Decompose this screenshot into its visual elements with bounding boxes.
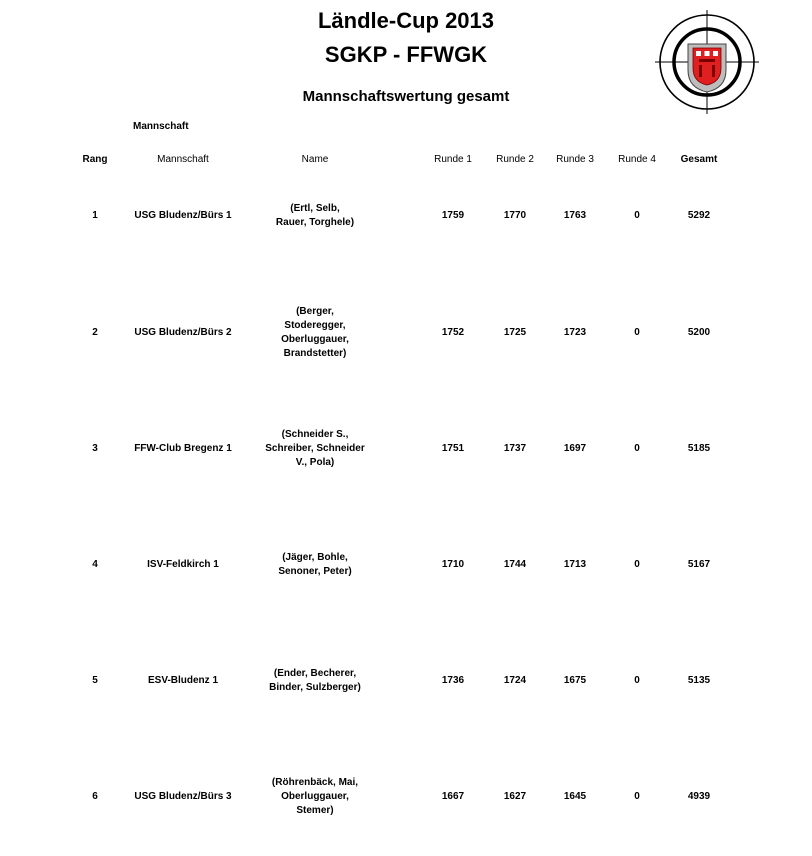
round-4-cell: 0 [634, 210, 640, 221]
members-cell [250, 776, 380, 818]
rank-cell: 2 [92, 327, 98, 338]
member-line: (Ertl, Selb, [290, 203, 340, 214]
rank-cell: 1 [92, 210, 98, 221]
round-3-cell: 1763 [563, 210, 587, 221]
round-4-cell: 0 [634, 443, 640, 454]
round-4-cell: 0 [634, 791, 640, 802]
team-cell: USG Bludenz/Bürs 3 [134, 791, 232, 802]
round-4-cell: 0 [634, 559, 640, 570]
members-cell [250, 667, 380, 695]
group-label: Mannschaft [133, 121, 189, 132]
round-2-cell: 1724 [503, 675, 527, 686]
team-cell: FFW-Club Bregenz 1 [134, 443, 232, 454]
page-subtitle: SGKP - FFWGK [324, 42, 488, 67]
total-cell: 5135 [687, 675, 711, 686]
members-cell [250, 305, 380, 361]
col-header-runde-2: Runde 2 [496, 154, 534, 165]
member-line: Rauer, Torghele) [275, 217, 355, 228]
round-4-cell: 0 [634, 327, 640, 338]
member-line: Binder, Sulzberger) [269, 682, 361, 693]
total-cell: 5292 [687, 210, 711, 221]
page-title: Ländle-Cup 2013 [317, 8, 495, 33]
round-1-cell: 1736 [441, 675, 465, 686]
member-line: V., Pola) [295, 457, 335, 468]
round-4-cell: 0 [634, 675, 640, 686]
round-1-cell: 1710 [441, 559, 465, 570]
col-header-name: Name [301, 154, 329, 165]
member-line: Stemer) [296, 805, 334, 816]
team-cell: ESV-Bludenz 1 [147, 675, 218, 686]
members-cell [250, 551, 380, 579]
round-2-cell: 1627 [503, 791, 527, 802]
round-1-cell: 1751 [441, 443, 465, 454]
member-line: Oberluggauer, [281, 791, 349, 802]
col-header-rang: Rang [82, 154, 108, 165]
member-line: (Berger, [296, 306, 334, 317]
members-cell [250, 202, 380, 230]
target-crest-icon [655, 10, 759, 114]
round-1-cell: 1667 [441, 791, 465, 802]
total-cell: 5200 [687, 327, 711, 338]
rank-cell: 6 [92, 791, 98, 802]
team-cell: ISV-Feldkirch 1 [147, 559, 219, 570]
round-2-cell: 1725 [503, 327, 527, 338]
member-line: Schreiber, Schneider [265, 443, 365, 454]
round-3-cell: 1713 [563, 559, 587, 570]
col-header-runde-3: Runde 3 [556, 154, 594, 165]
member-line: Senoner, Peter) [278, 566, 352, 577]
col-header-runde-4: Runde 4 [618, 154, 656, 165]
rank-cell: 3 [92, 443, 98, 454]
total-cell: 4939 [687, 791, 711, 802]
team-cell: USG Bludenz/Bürs 1 [134, 210, 232, 221]
member-line: (Ender, Becherer, [273, 668, 357, 679]
section-title: Mannschaftswertung gesamt [302, 88, 510, 105]
rank-cell: 5 [92, 675, 98, 686]
round-2-cell: 1744 [503, 559, 527, 570]
members-cell [250, 428, 380, 470]
total-cell: 5167 [687, 559, 711, 570]
member-line: (Jäger, Bohle, [282, 552, 348, 563]
round-1-cell: 1752 [441, 327, 465, 338]
team-cell: USG Bludenz/Bürs 2 [134, 327, 232, 338]
member-line: Oberluggauer, [281, 334, 349, 345]
member-line: (Schneider S., [281, 429, 349, 440]
rank-cell: 4 [92, 559, 98, 570]
member-line: Brandstetter) [283, 348, 347, 359]
col-header-gesamt: Gesamt [680, 154, 718, 165]
round-3-cell: 1697 [563, 443, 587, 454]
round-2-cell: 1737 [503, 443, 527, 454]
col-header-mannschaft: Mannschaft [157, 154, 209, 165]
member-line: Stoderegger, [284, 320, 346, 331]
round-3-cell: 1675 [563, 675, 587, 686]
round-2-cell: 1770 [503, 210, 527, 221]
round-3-cell: 1723 [563, 327, 587, 338]
round-1-cell: 1759 [441, 210, 465, 221]
total-cell: 5185 [687, 443, 711, 454]
member-line: (Röhrenbäck, Mai, [271, 777, 359, 788]
col-header-runde-1: Runde 1 [434, 154, 472, 165]
round-3-cell: 1645 [563, 791, 587, 802]
